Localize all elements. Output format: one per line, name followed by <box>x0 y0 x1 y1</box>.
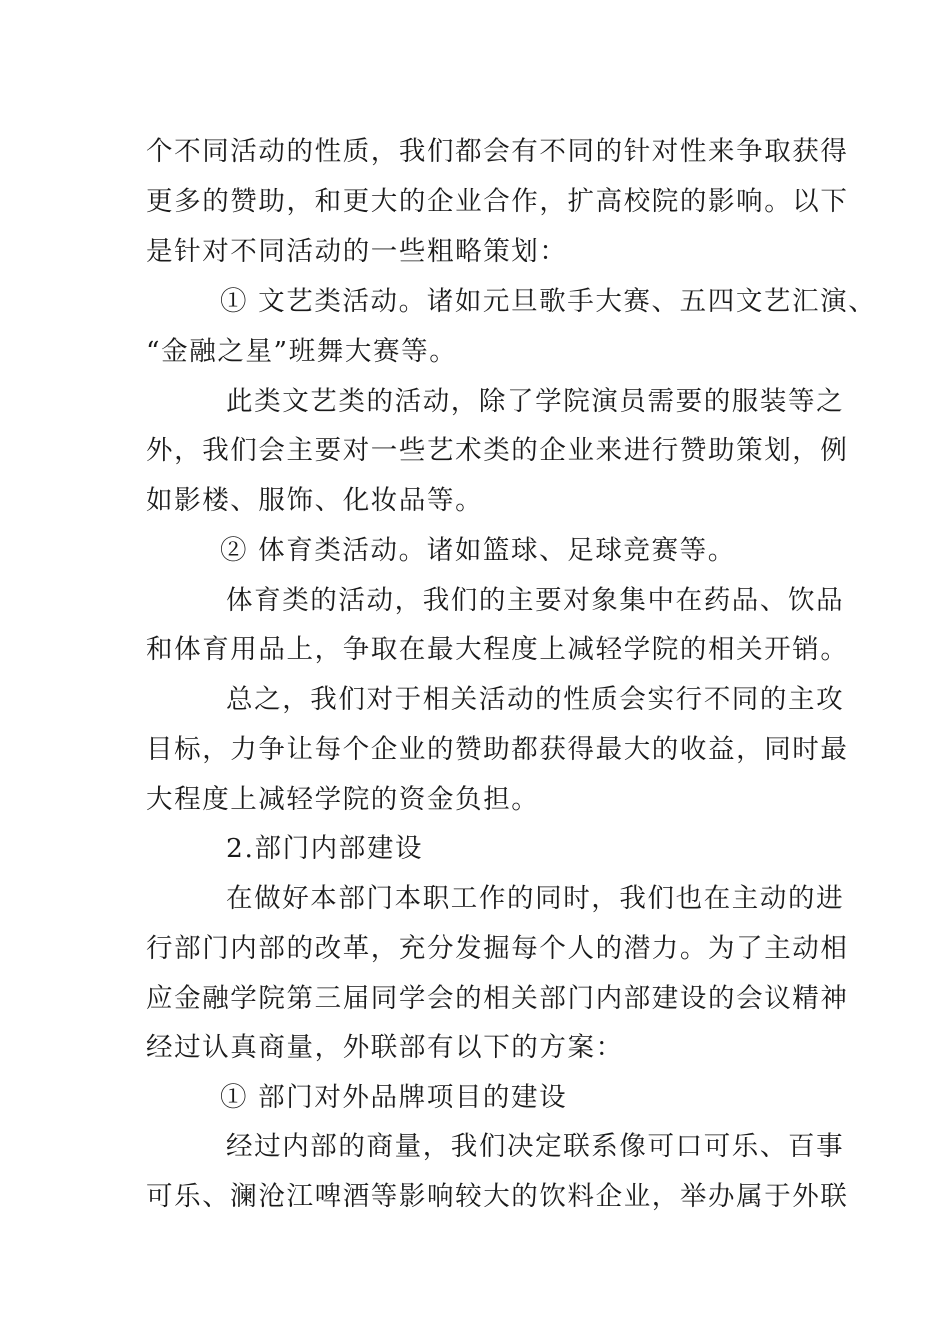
paragraph-line: “金融之星”班舞大赛等。 <box>146 336 458 367</box>
paragraph-line: 体育类的活动，我们的主要对象集中在药品、饮品 <box>226 585 845 616</box>
paragraph-line: 和体育用品上，争取在最大程度上减轻学院的相关开销。 <box>146 634 849 665</box>
paragraph-line: 更多的赞助，和更大的企业合作，扩高校院的影响。以下 <box>146 186 849 217</box>
paragraph-line: 行部门内部的改革，充分发掘每个人的潜力。为了主动相 <box>146 933 849 964</box>
paragraph-line: 总之，我们对于相关活动的性质会实行不同的主攻 <box>226 684 845 715</box>
list-item-heading: ① 部门对外品牌项目的建设 <box>220 1082 568 1113</box>
paragraph-line: 应金融学院第三届同学会的相关部门内部建设的会议精神 <box>146 983 849 1014</box>
paragraph-line: 经过认真商量，外联部有以下的方案： <box>146 1032 624 1063</box>
paragraph-line: 个不同活动的性质，我们都会有不同的针对性来争取获得 <box>146 136 849 167</box>
paragraph-line: 可乐、澜沧江啤酒等影响较大的饮料企业，举办属于外联 <box>146 1181 849 1212</box>
paragraph-line: 目标，力争让每个企业的赞助都获得最大的收益，同时最 <box>146 734 849 765</box>
list-item-heading: ① 文艺类活动。诸如元旦歌手大赛、五四文艺汇演、 <box>220 286 877 317</box>
list-item-heading: ② 体育类活动。诸如篮球、足球竞赛等。 <box>220 535 736 566</box>
section-heading: 2.部门内部建设 <box>226 833 424 864</box>
paragraph-line: 是针对不同活动的一些粗略策划： <box>146 236 568 267</box>
paragraph-line: 如影楼、服饰、化妆品等。 <box>146 485 484 516</box>
paragraph-line: 外，我们会主要对一些艺术类的企业来进行赞助策划，例 <box>146 435 849 466</box>
paragraph-line: 大程度上减轻学院的资金负担。 <box>146 784 540 815</box>
paragraph-line: 此类文艺类的活动，除了学院演员需要的服装等之 <box>226 386 845 417</box>
paragraph-line: 经过内部的商量，我们决定联系像可口可乐、百事 <box>226 1131 845 1162</box>
paragraph-line: 在做好本部门本职工作的同时，我们也在主动的进 <box>226 883 845 914</box>
